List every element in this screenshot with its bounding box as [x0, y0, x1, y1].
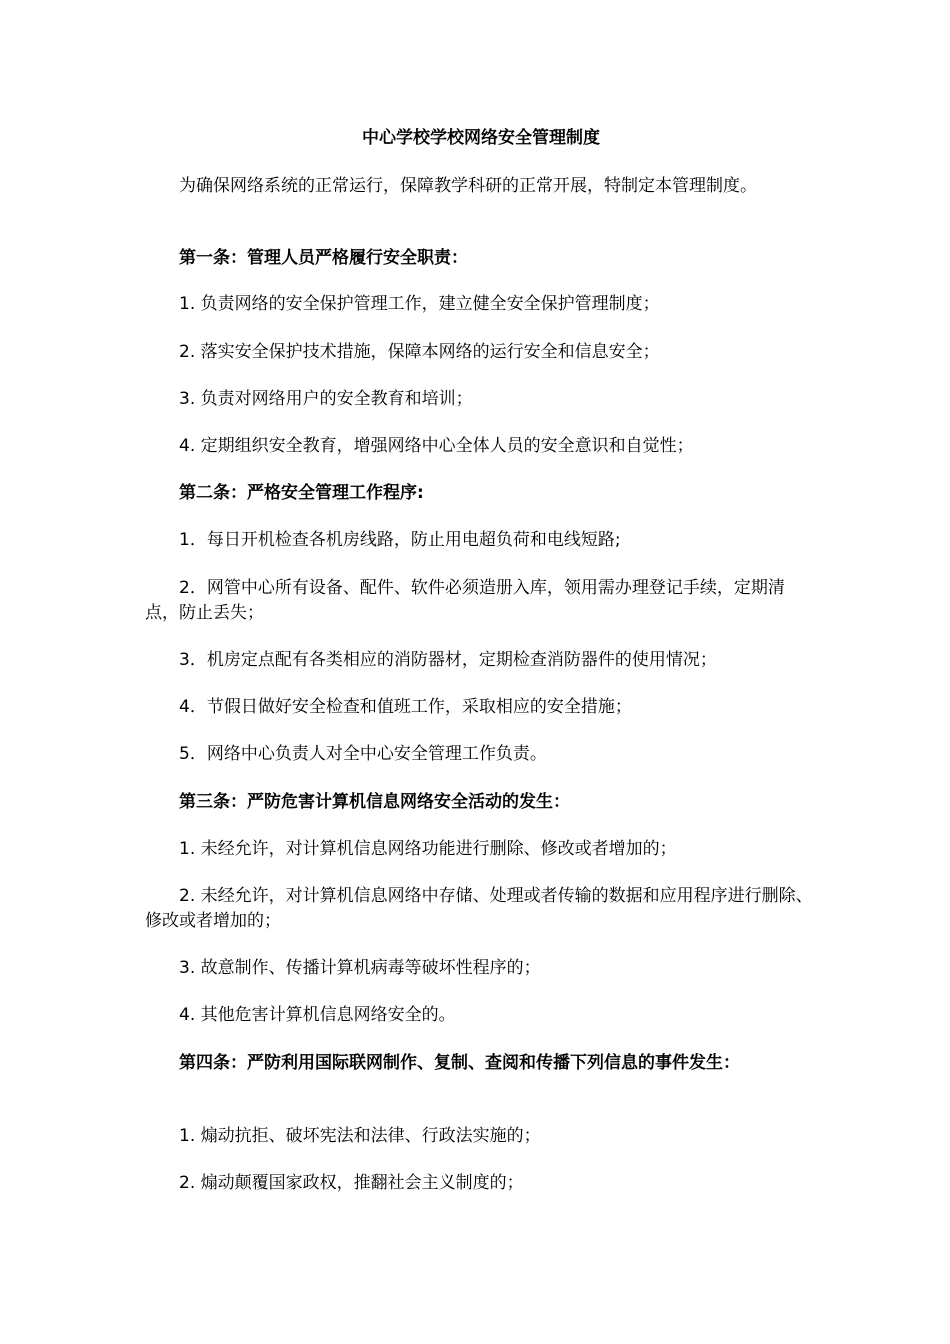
article-1-heading: 第一条：管理人员严格履行安全职责： [179, 248, 468, 268]
article-4-item: 2. 煽动颠覆国家政权，推翻社会主义制度的； [179, 1173, 524, 1193]
article-3-heading: 第三条：严防危害计算机信息网络安全活动的发生： [179, 792, 570, 812]
article-3-item: 1. 未经允许，对计算机信息网络功能进行删除、修改或者增加的； [179, 839, 677, 859]
article-2-heading: 第二条：严格安全管理工作程序: [179, 483, 424, 503]
article-3-item: 4. 其他危害计算机信息网络安全的。 [179, 1005, 456, 1025]
document-title: 中心学校学校网络安全管理制度 [362, 128, 600, 148]
article-3-item: 2. 未经允许，对计算机信息网络中存储、处理或者传输的数据和应用程序进行删除、修改或者增加的； [145, 886, 813, 931]
article-1-item: 1. 负责网络的安全保护管理工作，建立健全安全保护管理制度； [179, 294, 660, 314]
article-2-item: 4．节假日做好安全检查和值班工作，采取相应的安全措施； [179, 697, 632, 717]
article-4-heading: 第四条：严防利用国际联网制作、复制、查阅和传播下列信息的事件发生： [179, 1053, 740, 1073]
article-3-item: 3. 故意制作、传播计算机病毒等破坏性程序的； [179, 958, 541, 978]
article-4-item: 1. 煽动抗拒、破坏宪法和法律、行政法实施的； [179, 1126, 541, 1146]
article-2-item: 2．网管中心所有设备、配件、软件必须造册入库，领用需办理登记手续，定期清点，防止丢失； [145, 578, 785, 623]
article-1-item: 2. 落实安全保护技术措施，保障本网络的运行安全和信息安全； [179, 342, 660, 362]
article-2-item: 5．网络中心负责人对全中心安全管理工作负责。 [179, 744, 547, 764]
intro-paragraph: 为确保网络系统的正常运行，保障教学科研的正常开展，特制定本管理制度。 [179, 176, 757, 196]
article-2-item: 3．机房定点配有各类相应的消防器材，定期检查消防器件的使用情况； [179, 650, 717, 670]
article-1-item: 3. 负责对网络用户的安全教育和培训； [179, 389, 473, 409]
article-1-item: 4. 定期组织安全教育，增强网络中心全体人员的安全意识和自觉性； [179, 436, 694, 456]
article-2-item: 1．每日开机检查各机房线路，防止用电超负荷和电线短路; [179, 530, 621, 550]
